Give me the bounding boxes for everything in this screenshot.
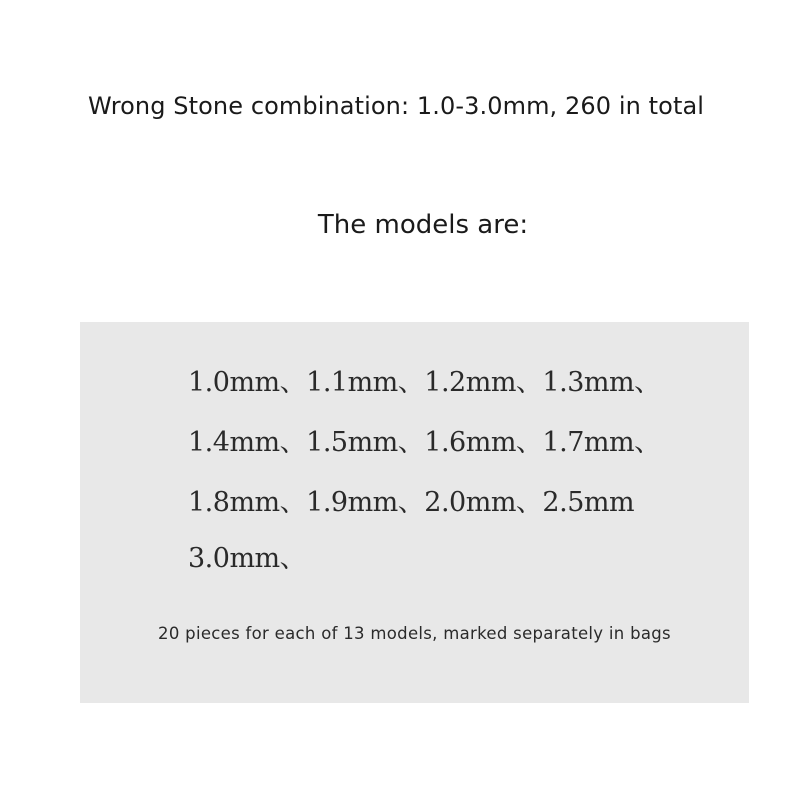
models-line-2: 1.4mm、1.5mm、1.6mm、1.7mm、	[188, 427, 661, 458]
headline: Wrong Stone combination: 1.0-3.0mm, 260 in total	[87, 92, 705, 120]
models-line-1: 1.0mm、1.1mm、1.2mm、1.3mm、	[188, 367, 661, 398]
subheading: The models are:	[317, 210, 529, 240]
models-panel	[80, 322, 749, 703]
models-line-3: 1.8mm、1.9mm、2.0mm、2.5mm	[188, 487, 635, 518]
packaging-note: 20 pieces for each of 13 models, marked separately in bags	[158, 624, 671, 643]
models-line-4: 3.0mm、	[188, 543, 307, 574]
